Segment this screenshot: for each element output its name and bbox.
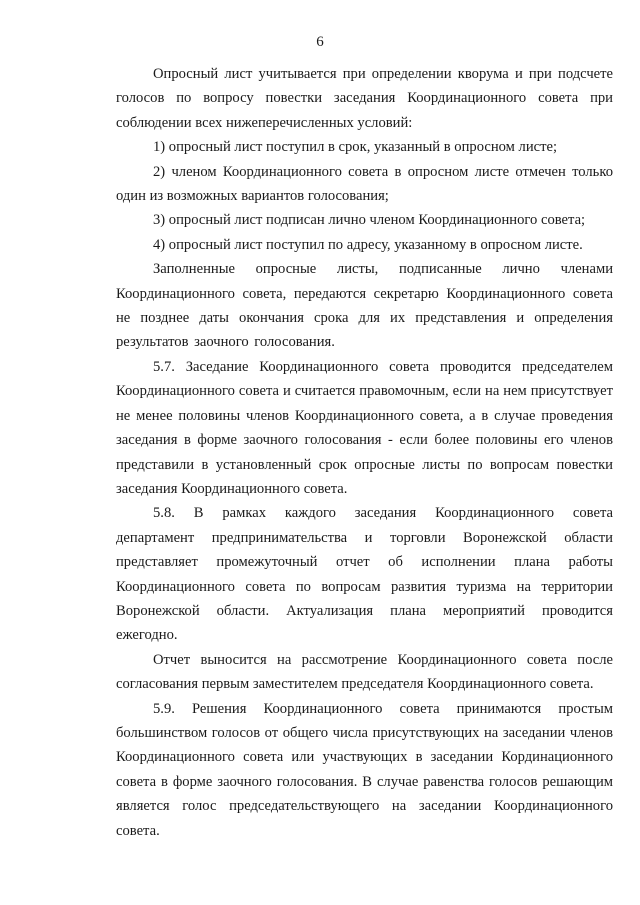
paragraph-5-7: 5.7. Заседание Координационного совета проводится председателем Координационного совета и считается правомочным, если на нем присутствует не менее половины членов Координационного совета, а в случае проведения заседания в форме заочного голосования - если более половины его членов представили в установленный срок опросные листы по вопросам повестки заседания Координационного совета. bbox=[116, 358, 613, 497]
document-body bbox=[116, 62, 613, 843]
condition-item-1: 1) опросный лист поступил в срок, указанный в опросном листе; bbox=[153, 139, 558, 156]
paragraph-5-8: 5.8. В рамках каждого заседания Координационного совета департамент предпринимательства и торговли Воронежской области представляет промежуточный отчет об исполнении плана работы Координационного совета по вопросам развития туризма на территории Воронежской области. Актуализация плана мероприятий проводится ежегодно. bbox=[116, 505, 613, 644]
page-number: 6 bbox=[316, 34, 324, 50]
paragraph-report: Отчет выносится на рассмотрение Координационного совета после согласования первым заместителем председателя Координационного совета. bbox=[116, 651, 613, 693]
condition-item-4: 4) опросный лист поступил по адресу, указанному в опросном листе. bbox=[153, 236, 583, 253]
condition-item-2: 2) членом Координационного совета в опросном листе отмечен только один из возможных вариантов голосования; bbox=[116, 163, 613, 205]
paragraph-5-9: 5.9. Решения Координационного совета принимаются простым большинством голосов от общего числа присутствующих на заседании членов Координационного совета или участвующих в заседании Кординационного совета в форме заочного голосования. В случае равенства голосов решающим является голос председательствующего на заседании Координационного совета. bbox=[116, 700, 613, 839]
condition-item-3: 3) опросный лист подписан лично членом Координационного совета; bbox=[153, 212, 586, 229]
paragraph-filled-questionnaires: Заполненные опросные листы, подписанные лично членами Координационного совета, передаются секретарю Координационного совета не позднее даты окончания срока для их представления и определения результатов заочного голосования. bbox=[116, 261, 613, 351]
paragraph-questionnaire-conditions: Опросный лист учитывается при определении кворума и при подсчете голосов по вопросу повестки заседания Координационного совета при соблюдении всех нижеперечисленных условий: bbox=[116, 66, 613, 131]
